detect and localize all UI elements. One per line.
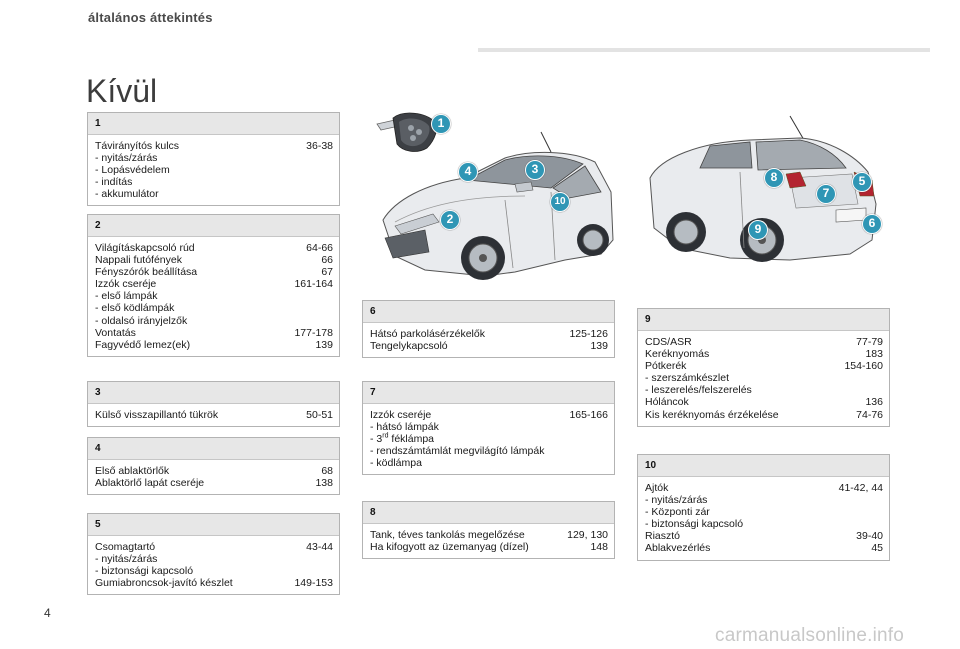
info-box-number: 2 <box>88 215 339 237</box>
callout-1: 1 <box>431 114 451 134</box>
info-row <box>370 328 608 340</box>
info-row <box>95 465 333 477</box>
info-row <box>95 315 333 327</box>
info-box-number: 1 <box>88 113 339 135</box>
info-box-number: 3 <box>88 382 339 404</box>
info-row-page-ref: 177-178 <box>294 326 333 339</box>
info-box-number: 4 <box>88 438 339 460</box>
page-number: 4 <box>44 606 51 620</box>
info-row <box>95 565 333 577</box>
info-row <box>645 360 883 372</box>
info-row-page-ref: 41-42, 44 <box>838 482 883 494</box>
info-row <box>95 409 333 421</box>
info-row-label: Csomagtartó <box>95 541 156 553</box>
info-row-page-ref: 74-76 <box>856 408 883 421</box>
info-row-page-ref: 149-153 <box>294 577 333 590</box>
callout-10: 10 <box>550 192 570 212</box>
info-row-label: - ködlámpa <box>370 457 422 470</box>
info-row-label: Keréknyomás <box>645 348 710 361</box>
info-row-label: Fényszórók beállítása <box>95 266 198 279</box>
info-box-number: 5 <box>88 514 339 536</box>
info-box-body <box>638 477 889 560</box>
info-row-label: Ajtók <box>645 482 669 494</box>
info-box-number: 9 <box>638 309 889 331</box>
info-row-label: Gumiabroncsok-javító készlet <box>95 577 233 590</box>
info-row <box>95 176 333 188</box>
info-row <box>645 409 883 421</box>
info-box-number: 8 <box>363 502 614 524</box>
info-row-label: Riasztó <box>645 530 681 543</box>
info-row-label: Pótkerék <box>645 360 687 373</box>
info-box-body <box>88 460 339 494</box>
info-row <box>95 577 333 589</box>
callout-5: 5 <box>852 172 872 192</box>
info-row <box>95 152 333 164</box>
info-row <box>95 278 333 290</box>
ordinal-suffix: rd <box>382 432 389 440</box>
info-row <box>95 290 333 302</box>
info-row-page-ref: 138 <box>315 477 333 490</box>
info-row-label: Első ablaktörlők <box>95 465 170 477</box>
info-row <box>95 477 333 489</box>
info-row <box>370 529 608 541</box>
info-box-body <box>638 331 889 426</box>
watermark: carmanualsonline.info <box>715 625 905 646</box>
callout-8: 8 <box>764 168 784 188</box>
info-row-page-ref: 77-79 <box>856 336 883 348</box>
info-row-page-ref: 39-40 <box>856 530 883 543</box>
info-box-body <box>363 524 614 558</box>
info-row-page-ref: 45 <box>871 542 883 555</box>
info-row-page-ref: 68 <box>321 465 333 477</box>
info-row-label-text: - 3 <box>370 433 383 446</box>
car-front-drawing <box>355 100 620 290</box>
header-divider <box>478 48 930 52</box>
info-row-page-ref: 139 <box>590 340 608 353</box>
car-rear-drawing <box>640 108 890 288</box>
info-row-label: - első ködlámpák <box>95 302 175 315</box>
info-row <box>370 421 608 433</box>
info-row-label: Világításkapcsoló rúd <box>95 242 195 254</box>
info-row <box>95 327 333 339</box>
info-row-label: Távirányítós kulcs <box>95 140 180 152</box>
info-row-label: Tengelykapcsoló <box>370 340 448 353</box>
info-box-body <box>363 323 614 357</box>
info-row-label: Külső visszapillantó tükrök <box>95 409 219 421</box>
callout-7: 7 <box>816 184 836 204</box>
callout-4: 4 <box>458 162 478 182</box>
info-row-page-ref: 139 <box>315 338 333 351</box>
info-row-label: Nappali futófények <box>95 254 182 267</box>
info-box-2 <box>87 214 340 357</box>
info-row-label: Tank, téves tankolás megelőzése <box>370 529 525 541</box>
info-row-label: Izzók cseréje <box>95 278 157 291</box>
page-title: Kívül <box>86 73 158 109</box>
info-row-label: - Központi zár <box>645 506 710 519</box>
info-box-1 <box>87 112 340 206</box>
info-row <box>370 457 608 469</box>
info-box-body <box>363 404 614 474</box>
callout-2: 2 <box>440 210 460 230</box>
info-box-10 <box>637 454 890 561</box>
info-box-3 <box>87 381 340 427</box>
info-row <box>95 140 333 152</box>
info-row-label: - szerszámkészlet <box>645 372 730 385</box>
info-row-page-ref: 50-51 <box>306 409 333 421</box>
info-row-label-tail: féklámpa <box>388 433 435 446</box>
info-box-body <box>88 536 339 594</box>
info-row-label: Vontatás <box>95 326 136 339</box>
info-row <box>370 409 608 421</box>
info-row <box>370 433 608 445</box>
info-row-page-ref: 125-126 <box>569 328 608 340</box>
info-row <box>95 188 333 200</box>
info-row <box>370 445 608 457</box>
info-row <box>370 340 608 352</box>
info-box-9 <box>637 308 890 427</box>
info-box-5 <box>87 513 340 595</box>
info-box-body <box>88 404 339 426</box>
info-row <box>645 506 883 518</box>
info-row-page-ref: 43-44 <box>306 541 333 553</box>
info-row-label: - hátsó lámpák <box>370 421 439 434</box>
info-row-page-ref: 66 <box>321 254 333 267</box>
info-row-page-ref: 64-66 <box>306 242 333 254</box>
info-row-label: Hátsó parkolásérzékelők <box>370 328 485 340</box>
info-row <box>95 553 333 565</box>
info-row-label: - biztonsági kapcsoló <box>645 518 744 531</box>
info-box-body <box>88 135 339 205</box>
info-row <box>95 254 333 266</box>
info-row-label: Fagyvédő lemez(ek) <box>95 338 191 351</box>
info-row <box>645 518 883 530</box>
info-row-label: - akkumulátor <box>95 188 159 201</box>
info-box-number: 10 <box>638 455 889 477</box>
info-row <box>645 396 883 408</box>
callout-3: 3 <box>525 160 545 180</box>
info-box-4 <box>87 437 340 495</box>
info-row-page-ref: 183 <box>865 348 883 361</box>
info-row-label: Ha kifogyott az üzemanyag (dízel) <box>370 541 529 554</box>
info-row <box>95 266 333 278</box>
info-row-label: - rendszámtámlát megvilágító lámpák <box>370 445 545 458</box>
info-row-page-ref: 148 <box>590 541 608 554</box>
info-row-label: - nyitás/zárás <box>95 553 158 566</box>
info-row-label: Kis keréknyomás érzékelése <box>645 408 779 421</box>
info-row <box>645 530 883 542</box>
info-row <box>645 348 883 360</box>
info-box-7 <box>362 381 615 475</box>
info-row <box>95 339 333 351</box>
info-row <box>95 302 333 314</box>
info-row-label: - oldalsó irányjelzők <box>95 314 188 327</box>
info-row-label: Ablaktörlő lapát cseréje <box>95 477 205 490</box>
section-header: általános áttekintés <box>88 10 213 25</box>
info-row-label: - Lopásvédelem <box>95 164 170 177</box>
info-row <box>645 542 883 554</box>
info-row-page-ref: 161-164 <box>294 278 333 291</box>
info-row-label: Ablakvezérlés <box>645 542 711 555</box>
info-row-label: - leszerelés/felszerelés <box>645 384 752 397</box>
info-row-label: CDS/ASR <box>645 336 692 348</box>
info-row-page-ref: 129, 130 <box>567 529 608 541</box>
info-box-number: 6 <box>363 301 614 323</box>
info-row-label: - biztonsági kapcsoló <box>95 565 194 578</box>
info-row-page-ref: 36-38 <box>306 140 333 152</box>
info-row-page-ref: 136 <box>865 396 883 409</box>
info-row-page-ref: 154-160 <box>844 360 883 373</box>
car-rear-illustration <box>640 108 890 288</box>
callout-9: 9 <box>748 220 768 240</box>
info-row <box>645 336 883 348</box>
info-row-label: - első lámpák <box>95 290 158 303</box>
info-row <box>645 482 883 494</box>
info-row <box>645 494 883 506</box>
info-row-label <box>370 433 434 445</box>
info-row <box>95 242 333 254</box>
info-row-page-ref: 165-166 <box>569 409 608 421</box>
info-row-label: - nyitás/zárás <box>645 494 708 507</box>
info-row <box>95 541 333 553</box>
info-box-number: 7 <box>363 382 614 404</box>
info-row-label: Hóláncok <box>645 396 689 409</box>
info-row-label: - nyitás/zárás <box>95 152 158 165</box>
info-box-8 <box>362 501 615 559</box>
info-box-6 <box>362 300 615 358</box>
callout-6: 6 <box>862 214 882 234</box>
key-fob-icon <box>377 113 437 151</box>
car-front-illustration <box>355 100 620 290</box>
info-row <box>370 541 608 553</box>
info-box-body <box>88 237 339 356</box>
info-row <box>645 372 883 384</box>
info-row-label: Izzók cseréje <box>370 409 432 421</box>
info-row <box>645 384 883 396</box>
info-row-page-ref: 67 <box>321 266 333 279</box>
info-row-label: - indítás <box>95 176 133 189</box>
info-row <box>95 164 333 176</box>
